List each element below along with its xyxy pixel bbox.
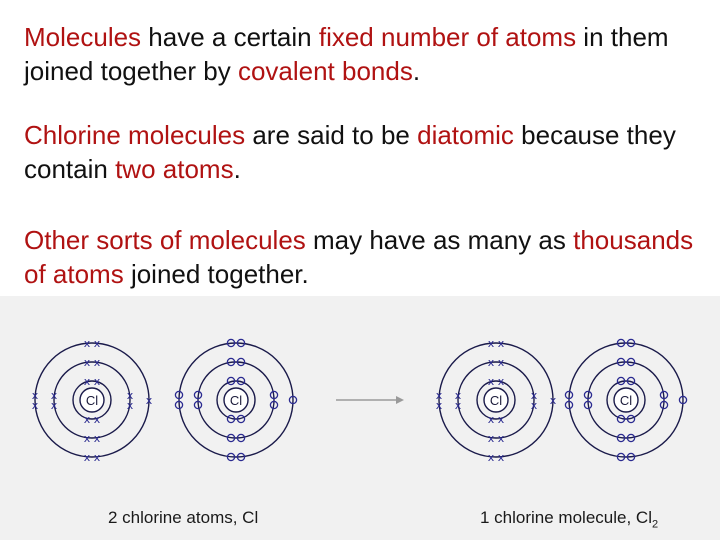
text-run: may have as many as — [305, 225, 574, 255]
electron-cross: x — [126, 389, 134, 402]
electron-cross: x — [530, 389, 538, 402]
electron-cross: x — [487, 413, 495, 426]
electron-cross: x — [497, 432, 505, 445]
chlorine-bonding-figure — [0, 296, 720, 540]
paragraph-molecules — [24, 20, 704, 88]
text-run: are said to be — [245, 120, 418, 150]
electron-cross: x — [145, 394, 153, 407]
text-run: joined together. — [123, 259, 309, 289]
electron-cross: x — [487, 432, 495, 445]
electron-cross: x — [50, 399, 58, 412]
atom-symbol: Cl — [229, 393, 243, 408]
text-run: in them joined together by — [24, 22, 669, 86]
electron-cross: x — [31, 399, 39, 412]
caption-two-chlorine-atoms: 2 chlorine atoms, Cl — [108, 508, 259, 527]
electron-cross: x — [93, 375, 101, 388]
electron-cross: x — [93, 432, 101, 445]
atom-symbol: Cl — [619, 393, 633, 408]
electron-cross: x — [487, 356, 495, 369]
text-run: diatomic — [417, 120, 514, 150]
text-run: have a certain — [141, 22, 319, 52]
electron-cross: x — [93, 356, 101, 369]
atom-symbol: Cl — [489, 393, 503, 408]
bonding-diagram — [0, 296, 720, 540]
electron-cross: x — [93, 337, 101, 350]
text-run: . — [233, 154, 241, 184]
caption-molecule-text: 1 chlorine molecule, Cl — [480, 508, 652, 527]
electron-cross: x — [497, 451, 505, 464]
electron-cross: x — [50, 389, 58, 402]
electron-cross: x — [83, 413, 91, 426]
text-run: Chlorine molecules — [24, 120, 246, 150]
text-run: covalent bonds — [237, 56, 413, 86]
electron-cross: x — [435, 399, 443, 412]
paragraph-diatomic — [24, 118, 704, 186]
electron-cross: x — [126, 399, 134, 412]
electron-cross: x — [497, 413, 505, 426]
electron-cross: x — [497, 337, 505, 350]
text-run: Molecules — [24, 22, 142, 52]
electron-cross: x — [83, 337, 91, 350]
electron-cross: x — [487, 337, 495, 350]
text-run: fixed number of atoms — [318, 22, 577, 52]
electron-cross: x — [497, 375, 505, 388]
electron-cross: x — [31, 389, 39, 402]
reaction-arrow — [336, 396, 404, 404]
electron-cross: x — [83, 356, 91, 369]
electron-cross: x — [83, 451, 91, 464]
electron-cross: x — [83, 432, 91, 445]
paragraph-other-molecules — [24, 223, 704, 291]
electron-cross: x — [93, 413, 101, 426]
electron-cross: x — [83, 375, 91, 388]
atom-symbol: Cl — [85, 393, 99, 408]
text-run: . — [412, 56, 421, 86]
caption-subscript: 2 — [651, 518, 659, 531]
electron-cross: x — [549, 394, 557, 407]
text-run: thousands of atoms — [24, 225, 694, 289]
electron-cross: x — [487, 451, 495, 464]
caption-chlorine-molecule — [480, 508, 658, 530]
electron-cross: x — [93, 451, 101, 464]
electron-cross: x — [487, 375, 495, 388]
electron-cross: x — [497, 356, 505, 369]
text-run: Other sorts of molecules — [24, 225, 306, 255]
electron-cross: x — [454, 399, 462, 412]
text-run: two atoms — [115, 154, 234, 184]
electron-cross: x — [530, 399, 538, 412]
electron-cross: x — [454, 389, 462, 402]
text-run: because they contain — [24, 120, 676, 184]
electron-cross: x — [435, 389, 443, 402]
